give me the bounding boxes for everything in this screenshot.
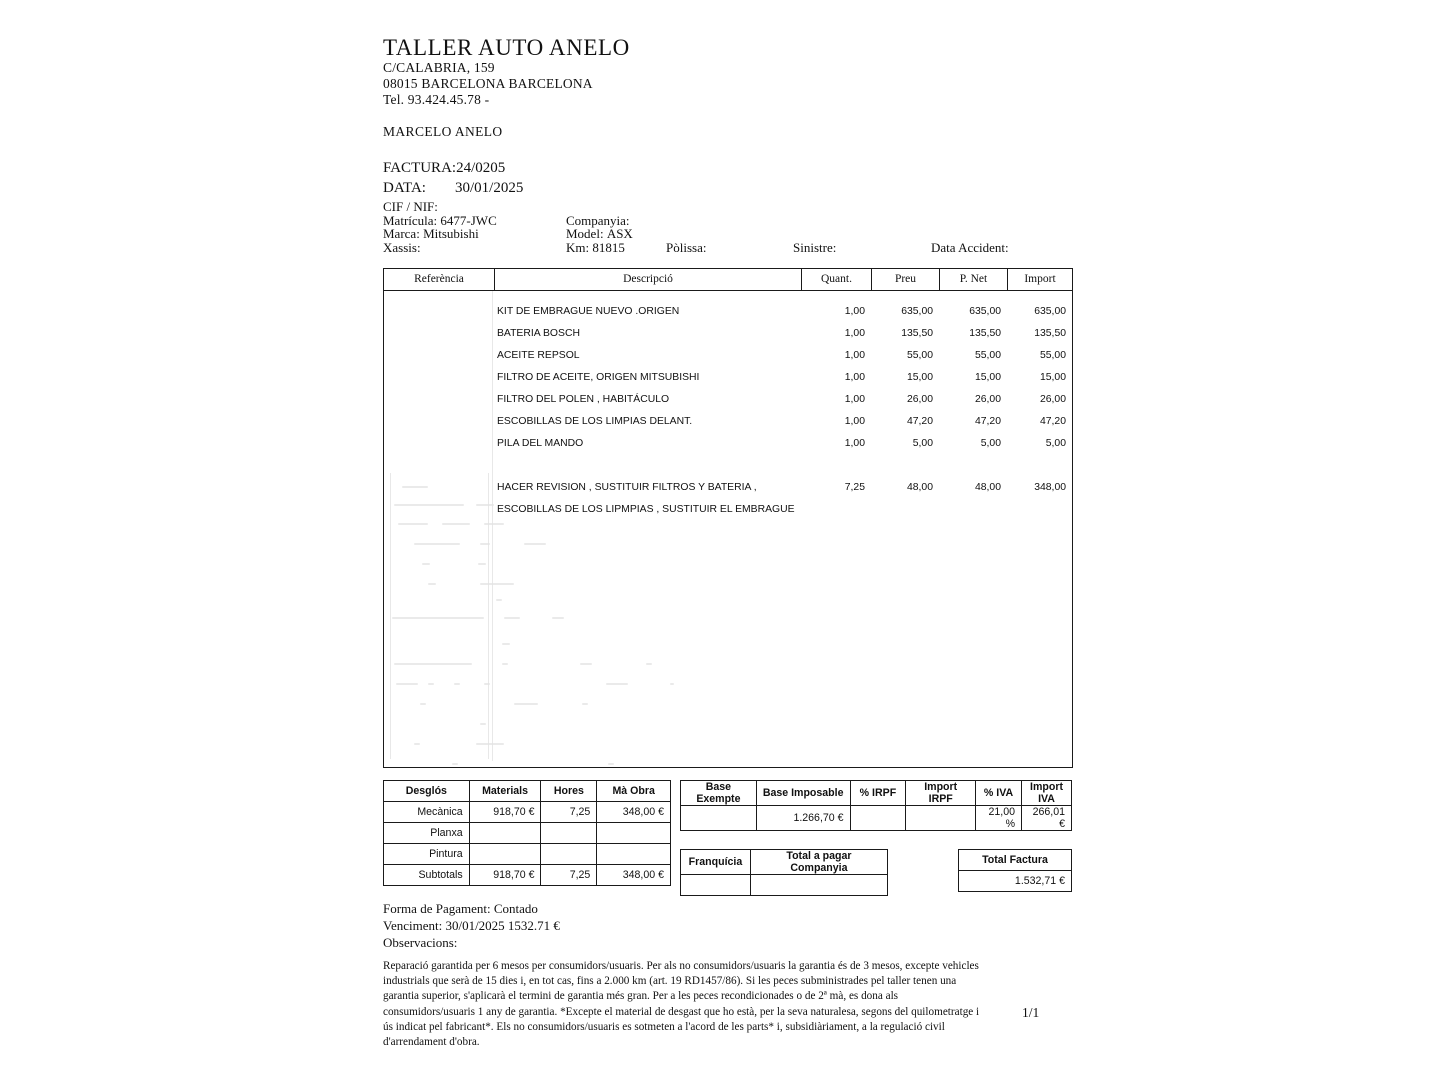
item-quantitat: 1,00 <box>844 438 865 449</box>
page-number: 1/1 <box>1022 1005 1040 1020</box>
breakdown-header-row <box>384 781 671 802</box>
scan-artifact <box>580 663 592 665</box>
scan-artifact <box>398 523 428 525</box>
item-pnet: 5,00 <box>980 438 1001 449</box>
polissa-label: Pòlissa: <box>666 239 707 255</box>
col-total-companyia: Total a pagar Companyia <box>750 850 887 875</box>
table-row <box>384 433 1072 455</box>
item-quantitat: 1,00 <box>844 372 865 383</box>
vehicle-row-marca <box>383 227 1073 241</box>
item-import: 47,20 <box>1039 416 1066 427</box>
item-quantitat: 1,00 <box>844 416 865 427</box>
marca-label: Marca: <box>383 226 420 242</box>
matricula-label: Matrícula: <box>383 212 438 228</box>
item-descripcio: ESCOBILLAS DE LOS LIPMPIAS , SUSTITUIR EL EMBRAGUE <box>497 504 795 515</box>
scan-artifact <box>428 683 434 685</box>
breakdown-col-maobra: Mà Obra <box>597 781 671 802</box>
breakdown-col-hores: Hores <box>541 781 597 802</box>
item-descripcio: HACER REVISION , SUSTITUIR FILTROS Y BATERIA , <box>497 482 757 493</box>
scan-artifact <box>422 563 430 565</box>
scan-artifact <box>390 473 391 759</box>
item-preu: 26,00 <box>906 394 933 405</box>
scan-artifact <box>414 543 460 545</box>
km-label: Km: <box>566 239 590 255</box>
item-quantitat: 1,00 <box>844 306 865 317</box>
payment-block <box>383 900 560 951</box>
km-value: 81815 <box>592 239 625 255</box>
item-descripcio: FILTRO DEL POLEN , HABITÁCULO <box>497 394 670 405</box>
scan-artifact <box>606 683 628 685</box>
tax-col-base-imposable: Base Imposable <box>756 781 850 806</box>
venciment: Venciment: 30/01/2025 1532.71 € <box>383 918 560 934</box>
breakdown-materials-planxa <box>469 823 541 844</box>
company-header <box>383 36 883 108</box>
tax-col-pct-iva: % IVA <box>976 781 1022 806</box>
item-quantitat: 1,00 <box>844 394 865 405</box>
item-descripcio: PILA DEL MANDO <box>497 438 584 449</box>
breakdown-materials-pintura <box>469 844 541 865</box>
scan-artifact <box>524 543 546 545</box>
tax-value-pct-irpf <box>850 806 906 831</box>
company-phone: Tel. 93.424.45.78 - <box>383 91 490 107</box>
item-pnet: 55,00 <box>974 350 1001 361</box>
breakdown-hores-pintura <box>541 844 597 865</box>
item-import: 26,00 <box>1039 394 1066 405</box>
table-row <box>681 806 1072 831</box>
total-header-row <box>959 850 1072 871</box>
scan-artifact <box>484 523 504 525</box>
marca-field <box>383 227 479 241</box>
scan-artifact <box>392 617 484 619</box>
scan-artifact <box>476 743 504 745</box>
company-name: TALLER AUTO ANELO <box>383 35 630 60</box>
observacions: Observacions: <box>383 935 458 951</box>
item-import: 135,50 <box>1034 328 1066 339</box>
invoice-meta <box>383 158 523 199</box>
item-import: 5,00 <box>1045 438 1066 449</box>
scan-artifact <box>428 583 436 585</box>
scan-artifact <box>670 683 674 685</box>
scan-artifact <box>402 486 428 488</box>
item-descripcio: KIT DE EMBRAGUE NUEVO .ORIGEN <box>497 306 680 317</box>
km-field <box>566 241 625 255</box>
table-row <box>959 871 1072 892</box>
vehicle-info-block <box>383 200 1073 254</box>
table-row <box>384 323 1072 345</box>
scan-artifact <box>492 291 493 761</box>
item-import: 348,00 <box>1034 482 1066 493</box>
scan-artifact <box>484 683 490 685</box>
item-preu: 135,50 <box>901 328 933 339</box>
tax-value-base-exempte <box>681 806 757 831</box>
scan-artifact <box>480 583 514 585</box>
vehicle-row-xassis <box>383 241 1073 255</box>
item-descripcio: BATERIA BOSCH <box>497 328 580 339</box>
model-value: ASX <box>606 226 633 242</box>
table-row <box>384 301 1072 323</box>
cif-label: CIF / NIF: <box>383 199 438 214</box>
scan-artifact <box>552 617 564 619</box>
scan-artifact <box>480 723 486 725</box>
scan-artifact <box>608 763 614 765</box>
scan-artifact <box>488 473 489 759</box>
breakdown-maobra-subtotals: 348,00 € <box>597 865 671 886</box>
breakdown-maobra-mecanica: 348,00 € <box>597 802 671 823</box>
tax-value-import-iva: 266,01 € <box>1022 806 1072 831</box>
item-pnet: 26,00 <box>974 394 1001 405</box>
item-preu: 635,00 <box>901 306 933 317</box>
scan-artifact <box>496 599 502 601</box>
table-row <box>384 802 671 823</box>
scan-artifact <box>646 663 652 665</box>
table-row <box>384 844 671 865</box>
matricula-value: 6477-JWC <box>440 212 497 228</box>
item-preu: 15,00 <box>906 372 933 383</box>
table-row <box>384 389 1072 411</box>
total-factura-label: Total Factura <box>959 850 1072 871</box>
col-franquicia: Franquícia <box>681 850 751 875</box>
sinistre-label: Sinistre: <box>793 239 837 255</box>
breakdown-label-subtotals: Subtotals <box>384 865 470 886</box>
breakdown-hores-planxa <box>541 823 597 844</box>
item-descripcio: ESCOBILLAS DE LOS LIMPIAS DELANT. <box>497 416 693 427</box>
tax-table <box>680 780 1072 831</box>
tax-col-import-iva: Import IVA <box>1022 781 1072 806</box>
item-import: 15,00 <box>1039 372 1066 383</box>
breakdown-hores-subtotals: 7,25 <box>541 865 597 886</box>
column-header-quantitat: Quant. <box>801 269 871 290</box>
line-items-table <box>383 268 1073 768</box>
scan-artifact <box>396 683 418 685</box>
item-pnet: 15,00 <box>974 372 1001 383</box>
scan-artifact <box>582 703 588 705</box>
tax-col-pct-irpf: % IRPF <box>850 781 906 806</box>
xassis-label: Xassis: <box>383 239 421 255</box>
company-address: C/CALABRIA, 159 <box>383 60 495 76</box>
company-payment-header-row <box>681 850 888 875</box>
line-items-body <box>384 291 1072 767</box>
column-header-pnet: P. Net <box>939 269 1007 290</box>
item-preu: 5,00 <box>912 438 933 449</box>
model-label: Model: <box>566 226 604 242</box>
breakdown-hores-mecanica: 7,25 <box>541 802 597 823</box>
breakdown-materials-subtotals: 918,70 € <box>469 865 541 886</box>
item-descripcio: ACEITE REPSOL <box>497 350 580 361</box>
breakdown-materials-mecanica: 918,70 € <box>469 802 541 823</box>
breakdown-col-materials: Materials <box>469 781 541 802</box>
tax-header-row <box>681 781 1072 806</box>
scan-artifact <box>394 663 472 665</box>
scan-artifact <box>442 523 470 525</box>
tax-value-base-imposable: 1.266,70 € <box>756 806 850 831</box>
table-row <box>681 875 888 896</box>
breakdown-maobra-pintura <box>597 844 671 865</box>
item-import: 55,00 <box>1039 350 1066 361</box>
table-row <box>384 411 1072 433</box>
tax-value-import-irpf <box>906 806 976 831</box>
scan-artifact <box>478 563 486 565</box>
breakdown-maobra-planxa <box>597 823 671 844</box>
item-preu: 55,00 <box>906 350 933 361</box>
item-pnet: 48,00 <box>974 482 1001 493</box>
scan-artifact <box>394 504 464 506</box>
data-accident-label: Data Accident: <box>931 239 1009 255</box>
scan-artifact <box>420 703 426 705</box>
column-header-import: Import <box>1007 269 1072 290</box>
column-header-referencia: Referència <box>414 273 464 285</box>
vehicle-row-matricula <box>383 214 1073 228</box>
legal-terms-text: Reparació garantida per 6 mesos per consumidors/usuaris. Per als no consumidors/usuaris la garantia és de 3 mesos, excepte vehicles industrials que serà de 15 dies i, en tot cas, fins a 2.000 km (art. 19 RD1457/86). Si les peces subministrades pel taller tenen una garantia superior, s'aplicarà el termini de garantia més gran. Per a les peces recondicionades o de 2ª mà, es dona als consumidors/usuaris 1 any de garantia. *Excepte el material de desgast que ho està, per la seva naturalesa, segons del quilometratge i ús indicat pel fabricant*. Els no consumidors/usuaris es sotmeten a l'acord de les parts* i, subsidiàriament, a la regulació civil d'arrendament d'obra. <box>383 960 980 1049</box>
table-row <box>384 823 671 844</box>
item-preu: 48,00 <box>906 482 933 493</box>
column-header-descripcio: Descripció <box>494 269 801 290</box>
total-factura-table <box>958 849 1072 892</box>
scan-artifact <box>454 683 460 685</box>
item-pnet: 47,20 <box>974 416 1001 427</box>
factura-value: 24/0205 <box>456 160 506 176</box>
item-quantitat: 7,25 <box>844 482 865 493</box>
item-pnet: 635,00 <box>969 306 1001 317</box>
scan-artifact <box>502 643 510 645</box>
table-row <box>384 865 671 886</box>
column-header-preu: Preu <box>871 269 939 290</box>
item-quantitat: 1,00 <box>844 350 865 361</box>
companyia-label: Companyia: <box>566 212 630 228</box>
item-descripcio: FILTRO DE ACEITE, ORIGEN MITSUBISHI <box>497 372 700 383</box>
forma-de-pagament: Forma de Pagament: Contado <box>383 901 538 916</box>
scan-artifact <box>504 617 520 619</box>
item-pnet: 135,50 <box>969 328 1001 339</box>
scan-artifact <box>414 743 420 745</box>
breakdown-label-mecanica: Mecànica <box>384 802 470 823</box>
item-quantitat: 1,00 <box>844 328 865 339</box>
breakdown-table <box>383 780 671 886</box>
tax-col-import-irpf: Import IRPF <box>906 781 976 806</box>
value-franquicia <box>681 875 751 896</box>
vehicle-row-cif <box>383 200 1073 214</box>
line-items-header <box>384 269 1072 291</box>
table-row <box>384 367 1072 389</box>
scan-artifact <box>452 763 458 765</box>
total-factura-value: 1.532,71 € <box>959 871 1072 892</box>
table-row <box>384 345 1072 367</box>
company-city: 08015 BARCELONA BARCELONA <box>383 76 593 92</box>
tax-value-pct-iva: 21,00 % <box>976 806 1022 831</box>
item-preu: 47,20 <box>906 416 933 427</box>
company-payment-table <box>680 849 888 896</box>
breakdown-label-pintura: Pintura <box>384 844 470 865</box>
invoice-number-row <box>383 158 523 178</box>
scan-artifact <box>502 663 508 665</box>
factura-label: FACTURA: <box>383 160 457 176</box>
item-import: 635,00 <box>1034 306 1066 317</box>
marca-value: Mitsubishi <box>423 226 479 242</box>
value-total-companyia <box>750 875 887 896</box>
invoice-date-row <box>383 178 523 198</box>
tax-col-base-exempte: Base Exempte <box>681 781 757 806</box>
scan-artifact <box>514 703 538 705</box>
breakdown-col-desglos: Desglós <box>384 781 470 802</box>
data-label: DATA: <box>383 180 426 197</box>
breakdown-label-planxa: Planxa <box>384 823 470 844</box>
data-value: 30/01/2025 <box>455 180 524 197</box>
customer-name: MARCELO ANELO <box>383 124 503 139</box>
